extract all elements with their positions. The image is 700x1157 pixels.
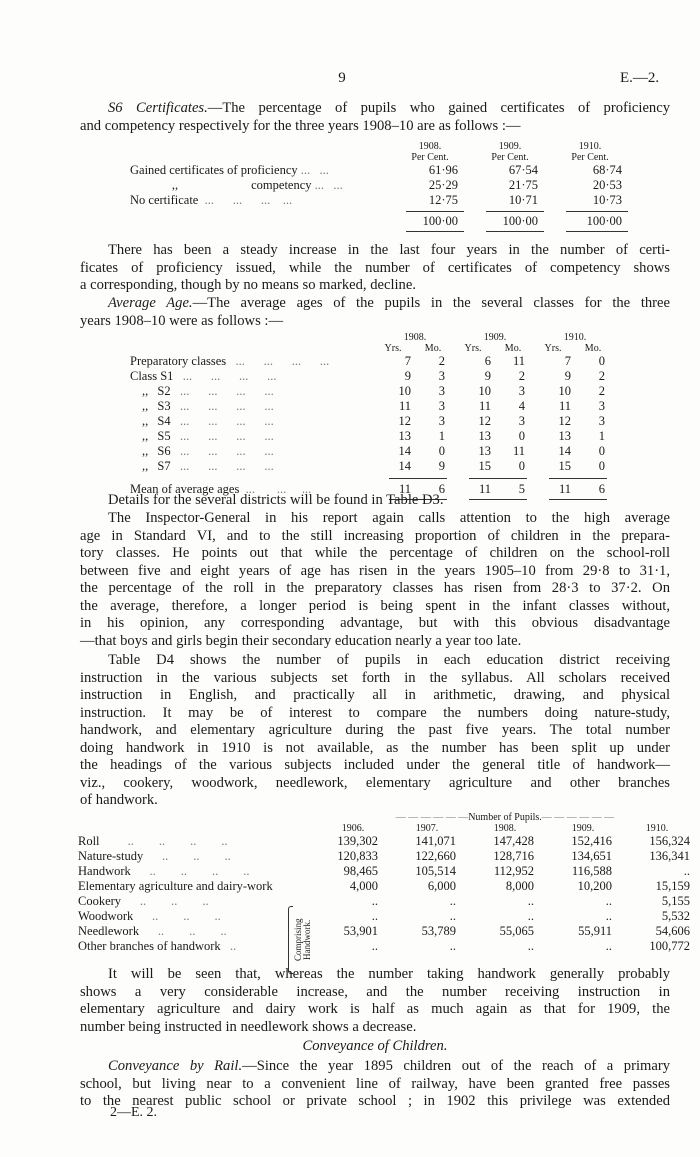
conveyance-title: Conveyance by Rail. [108,1058,243,1074]
s6-row: Gained certificates of proficiency ... ... 61·96 67·54 68·74 [130,163,622,177]
s6-totals: 100·00 100·00 100·00 [422,214,622,228]
s6-title: S6 Certificates. [108,100,208,116]
pupils-row: Other branches of handwork .. .. .. .. .. 100,772 [78,939,690,953]
pupils-table: 1906. 1907. 1908. 1909. 1910. Roll .. .. .. .. 139,302 141,071 147,428 152,416 156,324 Nature-study .. .. .. 120,833 122,660 128,716 134,651 136,341 Handwork .. .. .. .. 98,465 105,514 112,952 116,588 .. Elementary agriculture and dairy-work 4,000 6,000 8,000 10,200 15,159 Cookery .. .. .. .. .. .. .. 5,155 Woodwork .. .. .. .. .. .. .. 5,532 Needlework .. .. .. 53,901 53,789 55,065 55,911 54,606 Other branches of handwork .. .. .. .. .. 100,772 [78,823,690,953]
pupils-row: Needlework .. .. .. 53,901 53,789 55,065 55,911 54,606 [78,924,690,938]
conveyance-paragraph: Conveyance by Rail.—Since the year 1895 children out of the reach of a primary school, but living near to a convenient line of railway, have been granted free passes to the nearest public school or private school ; in 1902 this privilege was extended [80,1058,670,1109]
paragraph: Table D4 shows the number of pupils in each education district receiving instruction in the various subjects set forth in the syllabus. All scholars received instruction in English, and practically all in arithmetic, drawing, and physical instruction. It may be of interest to compare the numbers doing nature-study, handwork, and elementary agriculture during the past five years. The total number doing handwork in 1910 is not available, as the number has been split up under the headings of the various subjects included under the general title of handwork— viz., cookery, woodwork, needlework, elementary agriculture and other branches of handwork. [80,652,670,808]
signature-mark: 2—E. 2. [110,1105,158,1120]
age-row: ,, S3 ... ... ... ... 11 3 11 4 11 3 [142,399,605,413]
brace-label: Comprising Handwork. [293,918,312,962]
document-reference: E.—2. [620,70,660,86]
brace-mark [288,906,293,974]
paragraph: The Inspector-General in his report again calls attention to the high average age in Standard VI, and to the still increasing proportion of children in the prepara- tory classes. He points out that while the percentage of children on the school-roll between five and eight years of age has risen in the years 1905–10 from 29·8 to 31·1, the percentage of the roll in the preparatory classes has risen from 28·3 to 37·2. On the average, therefore, a longer period is being spent in the infant classes without, in his opinion, any corresponding advantage, but with this obvious disadvantage —that boys and girls begin their secondary education nearly a year too late. [80,510,670,649]
pupils-row: Elementary agriculture and dairy-work 4,000 6,000 8,000 10,200 15,159 [78,879,690,893]
age-row: Preparatory classes ... ... ... ... 7 2 6 11 7 0 [130,354,605,368]
age-mean-row: Mean of average ages ... ... ... 11 6 11 5 11 6 [130,482,605,496]
page-number: 9 [338,70,346,86]
age-row: ,, S4 ... ... ... ... 12 3 12 3 12 3 [142,414,605,428]
pupils-row: Roll .. .. .. .. 139,302 141,071 147,428 152,416 156,324 [78,834,690,848]
pupils-row: Woodwork .. .. .. .. .. .. .. 5,532 [78,909,690,923]
age-row: ,, S5 ... ... ... ... 13 1 13 0 13 1 [142,429,605,443]
age-row: ,, S7 ... ... ... ... 14 9 15 0 15 0 [142,459,605,473]
age-row: ,, S6 ... ... ... ... 14 0 13 11 14 0 [142,444,605,458]
pupils-row: Cookery .. .. .. .. .. .. .. 5,155 [78,894,690,908]
pupils-group-header: — — — — — —Number of Pupils.— — — — — — [395,812,615,823]
age-title: Average Age. [108,295,193,311]
paragraph: It will be seen that, whereas the number taking handwork generally probably shows a very considerable increase, and the number receiving instruction in elementary agriculture and dairy work is half as much again as that for 1909, the number being instructed in needlework shows a decrease. [80,966,670,1035]
pupils-row: Nature-study .. .. .. 120,833 122,660 128,716 134,651 136,341 [78,849,690,863]
section-heading: Conveyance of Children. [302,1038,448,1054]
paragraph: There has been a steady increase in the last four years in the number of certi- ficates of proficiency issued, while the number of certificates of competency shows a corresponding, though by no means so marked, decline. [80,242,670,293]
paragraph: Details for the several districts will be found in Table D3. [108,492,444,508]
age-intro: Average Age.—The average ages of the pupils in the several classes for the three years 1908–10 were as follows :— [80,295,671,329]
age-row: ,, S2 ... ... ... ... 10 3 10 3 10 2 [142,384,605,398]
age-table: 1908. 1909. 1910. Yrs. Mo. Yrs. Mo. Yrs. Mo. Preparatory classes ... ... ... ... 7 2 6 11 7 0 Class S1 ... ... ... ... 9 3 9 2 9 2 ,, S2 ... ... ... ... 10 3 10 3 10 2 ,, S3 ... ... ... ... 11 3 11 4 11 3 ,, S4 ... ... ... ... 12 3 12 3 12 3 ,, S5 ... ... ... ... 13 1 13 0 13 1 ,, S6 ... ... ... ... 14 0 13 11 14 0 ,, S7 ... ... ... ... 14 9 15 0 15 0 Mean of average ages ... ... ... 11 6 11 5 11 6 [130,332,615,501]
pupils-row: Handwork .. .. .. .. 98,465 105,514 112,952 116,588 .. [78,864,690,878]
age-row: Class S1 ... ... ... ... 9 3 9 2 9 2 [130,369,605,383]
s6-row: ,, competency ... ... 25·29 21·75 20·53 [171,178,622,192]
s6-intro: S6 Certificates.—The percentage of pupils who gained certificates of proficiency and competency respectively for the three years 1908–10 are as follows :— [80,100,670,134]
s6-table: 1908. 1909. 1910. Per Cent. Per Cent. Per Cent. Gained certificates of proficiency ... ... 61·96 67·54 68·74 ,, competency ... ... 25·29 21·75 20·53 No certificate ... ... ... ... 12·75 10·71 10·73 100·00 100·00 100·00 [130,141,630,233]
s6-row: No certificate ... ... ... ... 12·75 10·71 10·73 [130,193,622,207]
